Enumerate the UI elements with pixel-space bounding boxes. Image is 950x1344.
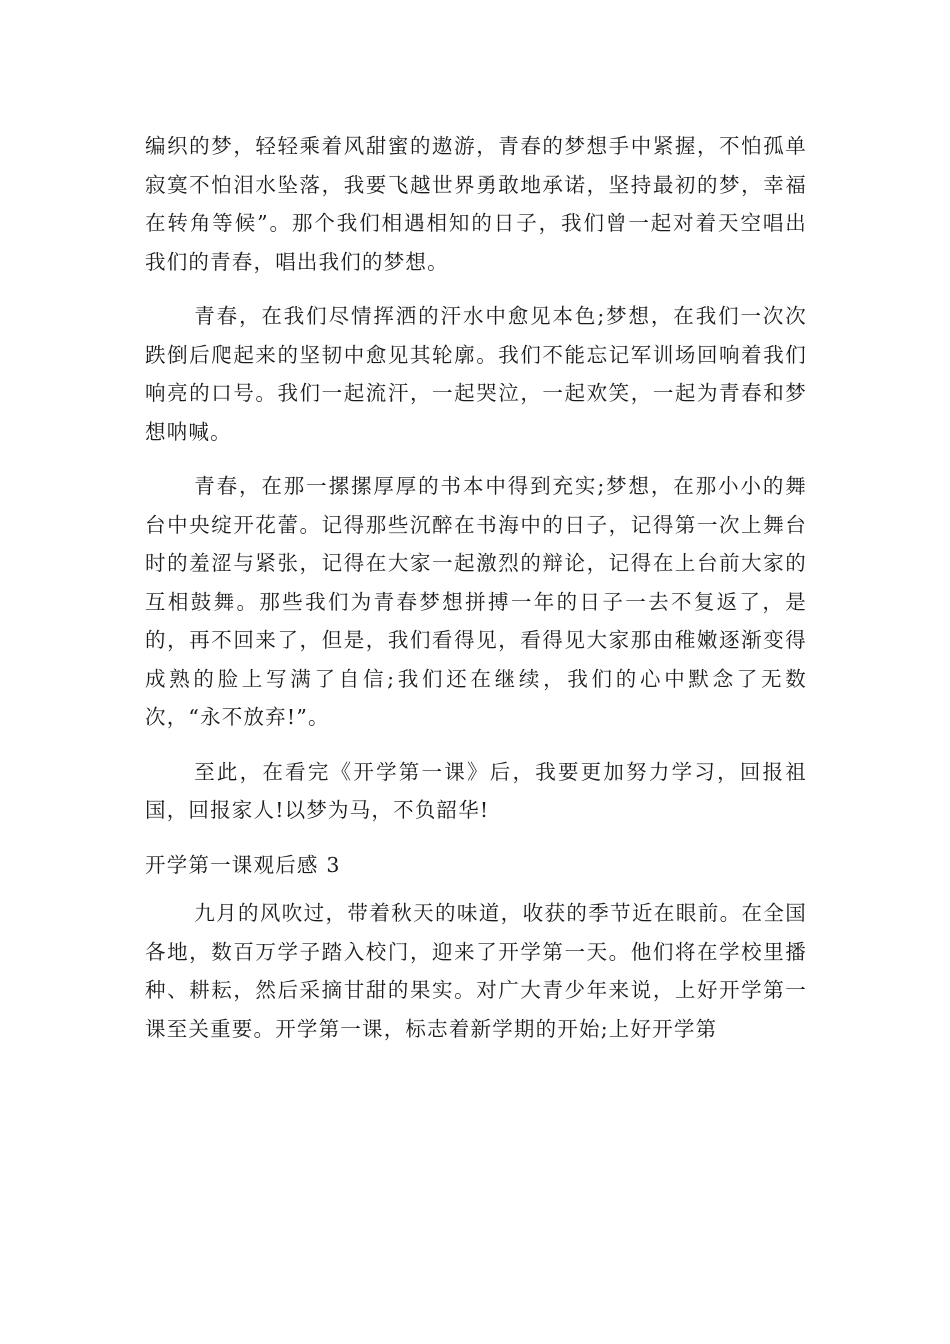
section-heading: 开学第一课观后感 3 — [145, 852, 341, 877]
document-body — [145, 127, 807, 1064]
paragraph-2: 青春，在我们尽情挥洒的汗水中愈见本色;梦想，在我们一次次跌倒后爬起来的坚韧中愈见其轮廓。我们不能忘记军训场回响着我们响亮的口号。我们一起流汗，一起哭泣，一起欢笑，一起为青春和梦想呐喊。 — [145, 304, 807, 444]
paragraph-1: 编织的梦，轻轻乘着风甜蜜的遨游，青春的梦想手中紧握，不怕孤单寂寞不怕泪水坠落，我要飞越世界勇敢地承诺，坚持最初的梦，幸福在转角等候”。那个我们相遇相知的日子，我们曾一起对着天空唱出我们的青春，唱出我们的梦想。 — [145, 134, 807, 274]
paragraph-3: 青春，在那一摞摞厚厚的书本中得到充实;梦想，在那小小的舞台中央绽开花蕾。记得那些沉醉在书海中的日子，记得第一次上舞台时的羞涩与紧张，记得在大家一起激烈的辩论，记得在上台前大家的互相鼓舞。那些我们为青春梦想拼搏一年的日子一去不复返了，是的，再不回来了，但是，我们看得见，看得见大家那由稚嫩逐渐变得成熟的脸上写满了自信;我们还在继续，我们的心中默念了无数次，“永不放弃!”。 — [145, 474, 807, 729]
paragraph-4: 至此，在看完《开学第一课》后，我要更加努力学习，回报祖国，回报家人!以梦为马，不负韶华! — [145, 759, 807, 822]
paragraph-5: 九月的风吹过，带着秋天的味道，收获的季节近在眼前。在全国各地，数百万学子踏入校门，迎来了开学第一天。他们将在学校里播种、耕耘，然后采摘甘甜的果实。对广大青少年来说，上好开学第一课至关重要。开学第一课，标志着新学期的开始;上好开学第 — [145, 901, 807, 1041]
